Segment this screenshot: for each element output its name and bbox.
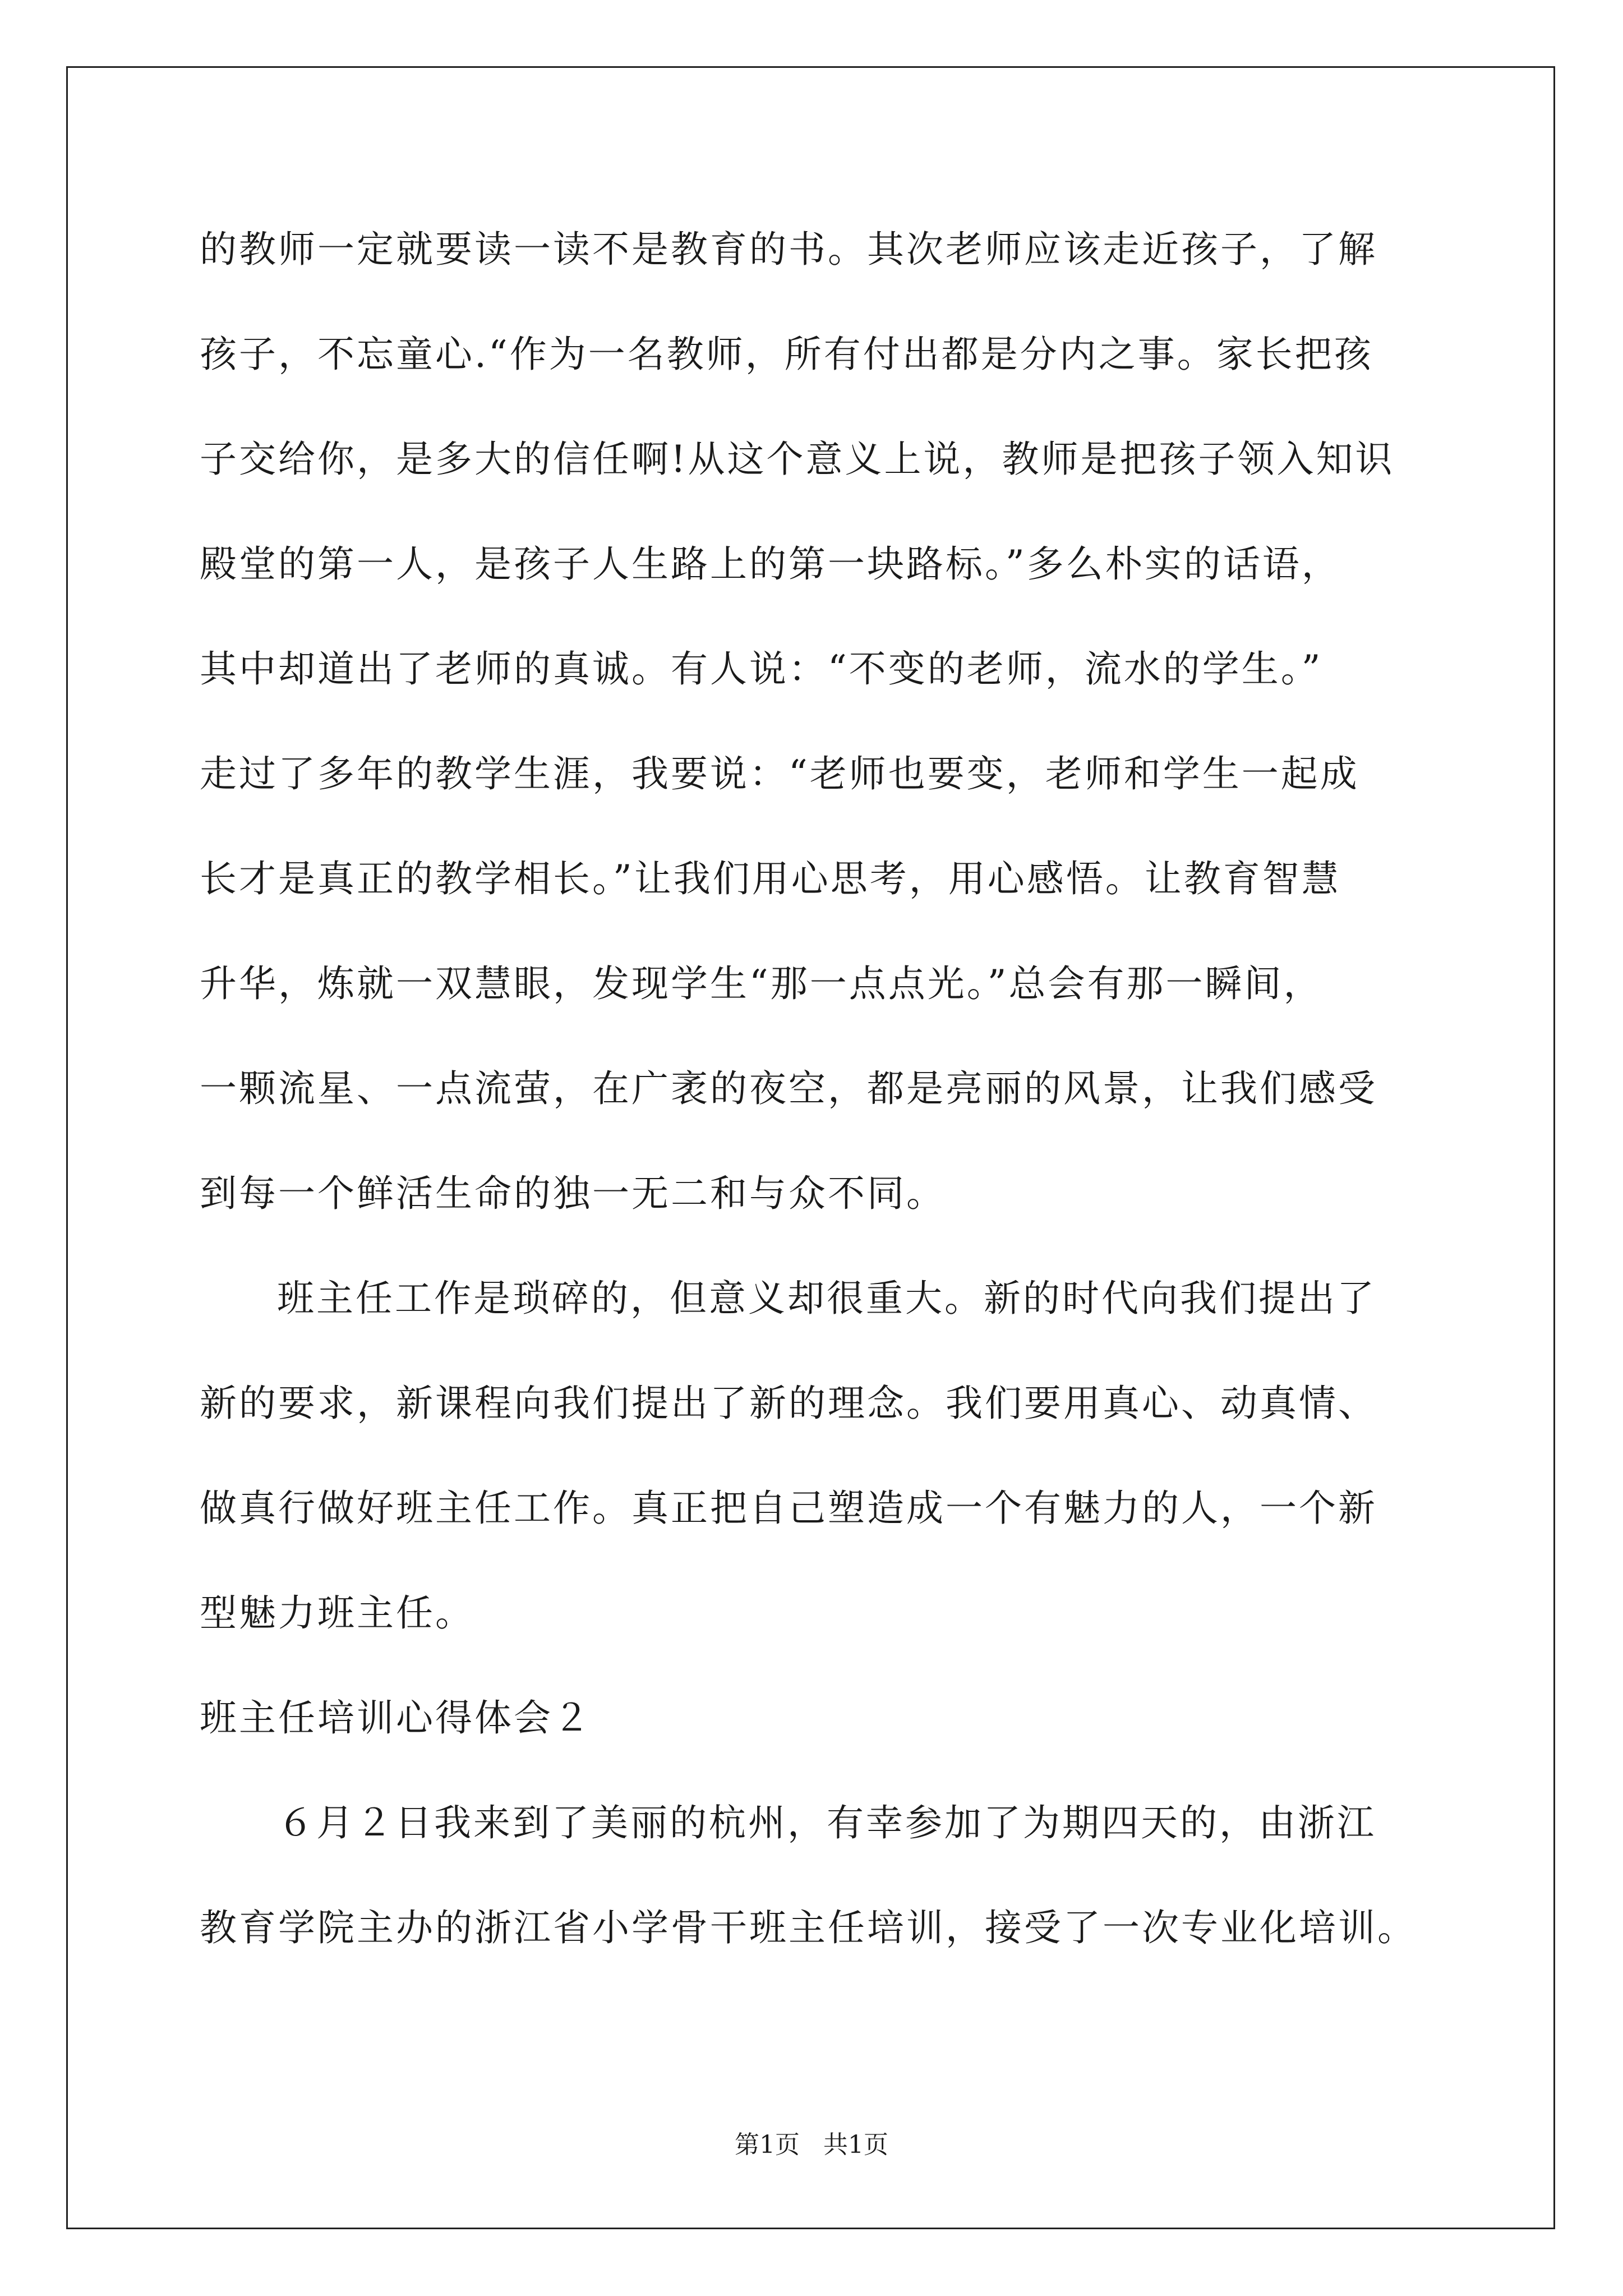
body-line-7: 长才是真正的教学相长。”让我们用心思考，用心感悟。让教育智慧 xyxy=(200,857,1341,900)
body-line-9: 一颗流星、一点流萤，在广袤的夜空，都是亮丽的风景，让我们感受 xyxy=(200,1067,1377,1110)
section-heading: 班主任培训心得体会２ xyxy=(200,1696,592,1740)
body-line-4: 殿堂的第一人，是孩子人生路上的第一块路标。”多么朴实的话语， xyxy=(200,542,1341,586)
paragraph-2-line-1: 班主任工作是琐碎的，但意义却很重大。新的时代向我们提出了 xyxy=(277,1277,1376,1320)
paragraph-3-line-2: 教育学院主办的浙江省小学骨干班主任培训，接受了一次专业化培训。 xyxy=(200,1906,1417,1949)
body-line-2: 孩子，不忘童心.“作为一名教师，所有付出都是分内之事。家长把孩 xyxy=(200,333,1373,376)
body-line-8: 升华，炼就一双慧眼，发现学生“那一点点光。”总会有那一瞬间， xyxy=(200,962,1323,1005)
paragraph-2-line-2: 新的要求，新课程向我们提出了新的理念。我们要用真心、动真情、 xyxy=(200,1382,1377,1425)
paragraph-2-line-3: 做真行做好班主任工作。真正把自己塑造成一个有魅力的人，一个新 xyxy=(200,1487,1377,1530)
page-footer: 第1页 共1页 xyxy=(735,2131,888,2159)
paragraph-2-line-4: 型魅力班主任。 xyxy=(200,1591,474,1635)
body-line-10: 到每一个鲜活生命的独一无二和与众不同。 xyxy=(200,1172,946,1215)
body-line-6: 走过了多年的教学生涯，我要说：“老师也要变，老师和学生一起成 xyxy=(200,752,1359,795)
body-line-1: 的教师一定就要读一读不是教育的书。其次老师应该走近孩子，了解 xyxy=(200,228,1377,271)
paragraph-3-line-1: ６月２日我来到了美丽的杭州，有幸参加了为期四天的，由浙江 xyxy=(277,1801,1376,1844)
body-line-5: 其中却道出了老师的真诚。有人说：“不变的老师，流水的学生。” xyxy=(200,647,1323,691)
body-line-3: 子交给你，是多大的信任啊!从这个意义上说，教师是把孩子领入知识 xyxy=(200,438,1395,481)
